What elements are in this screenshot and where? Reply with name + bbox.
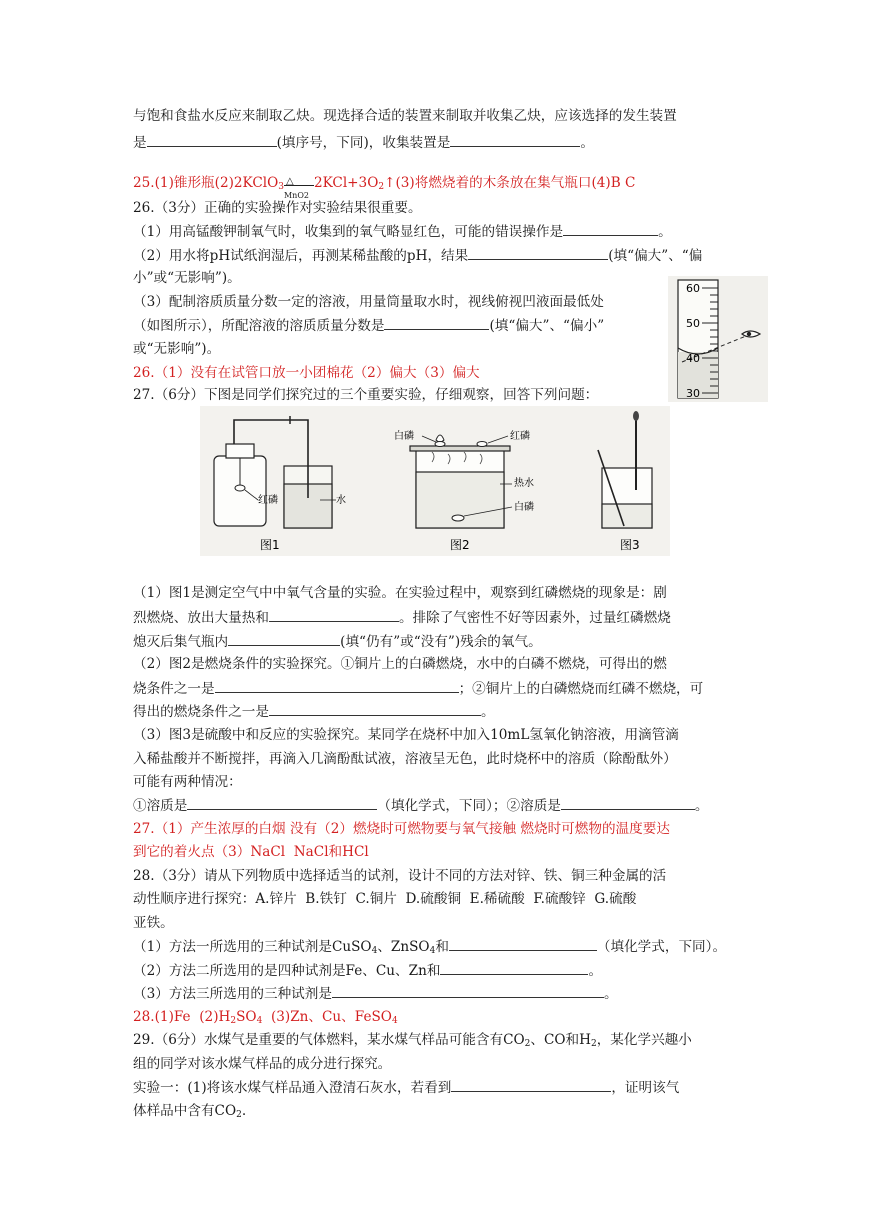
text-line: 动性顺序进行探究：A.锌片 B.铁钉 C.铜片 D.硫酸铜 E.稀硫酸 F.硫酸锌 G.硫酸 <box>133 891 637 907</box>
text-line: 烧条件之一是 ；②铜片上的白磷燃烧而红磷不燃烧，可 <box>133 681 704 697</box>
tick-label-60: 60 <box>686 282 700 295</box>
question-29: 29.（6分）水煤气是重要的气体燃料，某水煤气样品可能含有$CO_2$、CO和$H_2$，某化学兴趣小 <box>133 1032 692 1049</box>
answer-27-cont: 到它的着火点（3）NaCl NaCl和HCl <box>133 844 369 860</box>
text-line: ①溶质是 （填化学式，下同）；②溶质是 。 <box>133 798 709 814</box>
text-line: （2）用水将pH试纸润湿后，再测某稀盐酸的pH，结果 (填“偏大”、“偏 <box>133 248 703 264</box>
text-line: 亚铁。 <box>133 915 174 931</box>
tick-label-30: 30 <box>686 387 700 400</box>
text-line: 入稀盐酸并不断搅拌，再滴入几滴酚酞试液，溶液呈无色，此时烧杯中的溶质（除酚酞外） <box>133 751 677 767</box>
text-line: 可能有两种情况： <box>133 774 242 790</box>
answer-28: 28.(1)Fe $(2)H_2SO_4$ (3)Zn、Cu、FeSO$_4$ <box>133 1009 398 1026</box>
question-28: 28.（3分）请从下列物质中选择适当的试剂，设计不同的方法对锌、铁、铜三种金属的活 <box>133 868 667 884</box>
text-line: 小”或“无影响”)。 <box>133 270 241 286</box>
tick-label-40: 40 <box>686 352 700 365</box>
text-line: （3）方法三所选用的三种试剂是 。 <box>133 986 618 1002</box>
question-26: 26.（3分）正确的实验操作对实验结果很重要。 <box>133 200 422 216</box>
text-line: 是 (填序号，下同)，收集装置是 。 <box>133 135 594 151</box>
svg-text:热水: 热水 <box>514 478 534 489</box>
svg-text:水: 水 <box>336 495 346 506</box>
figure-3-apparatus <box>602 468 652 528</box>
text-line: 熄灭后集气瓶内 (填“仍有”或“没有”)残余的氧气。 <box>133 634 542 650</box>
figure-1-label: 图1 <box>260 538 280 552</box>
tick-label-50: 50 <box>686 317 700 330</box>
graduated-cylinder-figure <box>668 276 768 402</box>
figure-3-label: 图3 <box>620 538 640 552</box>
figure-2-label: 图2 <box>450 538 470 552</box>
text-line: （1）图1是测定空气中中氧气含量的实验。在实验过程中，观察到红磷燃烧的现象是：剧 <box>133 585 667 601</box>
svg-text:白磷: 白磷 <box>394 431 414 442</box>
text-line: 体样品中含有$CO_2$. <box>133 1103 247 1120</box>
text-line: （2）方法二所选用的是四种试剂是Fe、Cu、Zn和 。 <box>133 963 603 979</box>
text-line: 组的同学对该水煤气样品的成分进行探究。 <box>133 1056 392 1072</box>
text-line: （3）图3是硫酸中和反应的实验探究。某同学在烧杯中加入10mL氢氧化钠溶液，用滴管滴 <box>133 727 679 743</box>
svg-text:红磷: 红磷 <box>510 431 530 442</box>
text-line: （1）用高锰酸钾制氧气时，收集到的氧气略显红色，可能的错误操作是 。 <box>133 224 672 240</box>
text-line: （2）图2是燃烧条件的实验探究。①铜片上的白磷燃烧，水中的白磷不燃烧，可得出的燃 <box>133 656 667 672</box>
experiment-figures <box>200 406 670 556</box>
text-line: 烈燃烧、放出大量热和 。排除了气密性不好等因素外，过量红磷燃烧 <box>133 610 671 626</box>
text-line: 实验一：(1)将该水煤气样品通入澄清石灰水，若看到 ，证明该气 <box>133 1080 680 1096</box>
text-line: 与饱和食盐水反应来制取乙炔。现选择合适的装置来制取并收集乙炔，应该选择的发生装置 <box>133 108 677 124</box>
svg-text:白磷: 白磷 <box>514 502 534 513</box>
svg-text:红磷: 红磷 <box>258 495 278 506</box>
answer-27: 27.（1）产生浓厚的白烟 没有（2）燃烧时可燃物要与氧气接触 燃烧时可燃物的温度要达 <box>133 821 670 837</box>
answer-25: 25.(1)锥形瓶(2)2KClO$_3$ △ MnO2 $2KCl+3O_2↑(3)$将燃烧着的木条放在集气瓶口(4)B C <box>133 175 636 200</box>
question-27: 27.（6分）下图是同学们探究过的三个重要实验，仔细观察，回答下列问题： <box>133 387 599 403</box>
answer-26: 26.（1）没有在试管口放一小团棉花（2）偏大（3）偏大 <box>133 365 480 381</box>
text-line: 得出的燃烧条件之一是 。 <box>133 704 495 720</box>
text-line: （1）方法一所选用的三种试剂是CuSO$_4$、ZnSO$_4$和 （填化学式，下同）。 <box>133 939 727 956</box>
text-line: （3）配制溶质质量分数一定的溶液，用量筒量取水时，视线俯视凹液面最低处 <box>133 294 604 310</box>
text-line: 或“无影响”)。 <box>133 341 221 357</box>
text-line: （如图所示），所配溶液的溶质质量分数是 (填“偏大”、“偏小” <box>133 318 605 334</box>
